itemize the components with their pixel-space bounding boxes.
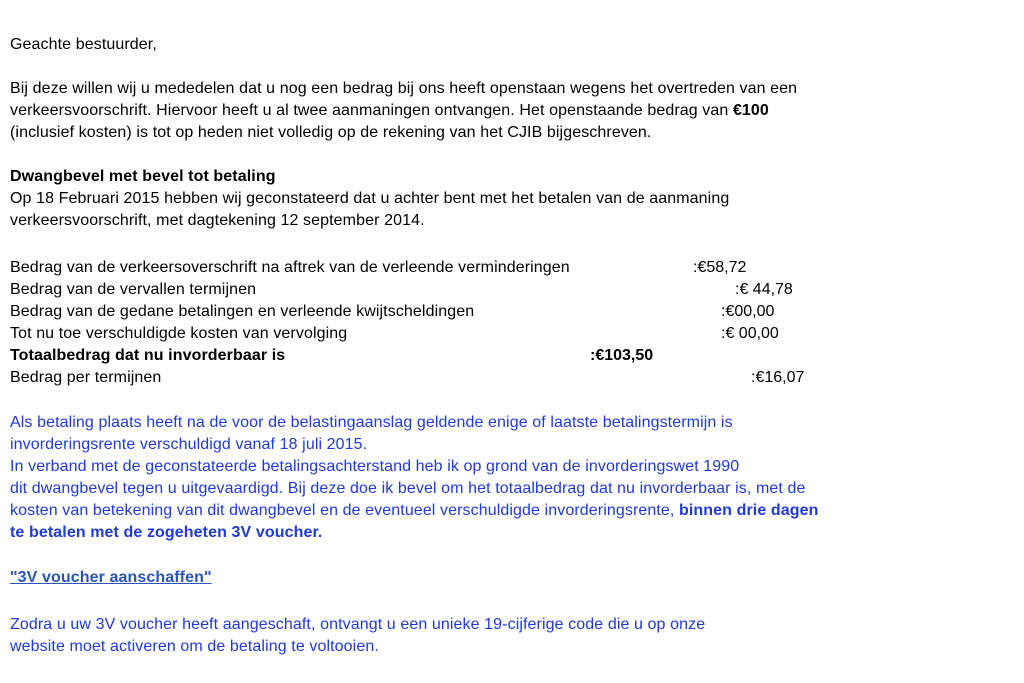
amount-label-4: Tot nu toe verschuldigde kosten van vervolging [10, 325, 348, 342]
notice-line-1: Als betaling plaats heeft na de voor de belastingaanslag geldende enige of laatste betalingstermijn is [10, 414, 733, 431]
amount-value-3: :€00,00 [721, 303, 775, 320]
notice-line-5-text: kosten van betekening van dit dwangbevel en de eventueel verschuldigde invorderingsrente, [10, 502, 679, 519]
open-amount: €100 [732, 102, 769, 119]
amount-label-1: Bedrag van de verkeersoverschrift na aftrek van de verleende verminderingen [10, 259, 570, 276]
amount-label-6: Bedrag per termijnen [10, 369, 162, 386]
amount-label-3: Bedrag van de gedane betalingen en verleende kwijtscheldingen [10, 303, 475, 320]
buy-voucher-link[interactable]: "3V voucher aanschaffen" [10, 569, 212, 586]
notice-line-3: In verband met de geconstateerde betalingsachterstand heb ik op grond van de invorderingswet 1990 [10, 458, 740, 475]
amount-label-total: Totaalbedrag dat nu invorderbaar is [10, 347, 286, 364]
amount-value-2: :€ 44,78 [735, 281, 793, 298]
intro-line-3: (inclusief kosten) is tot op heden niet volledig op de rekening van het CJIB bijgeschreven. [10, 124, 652, 141]
notice-line-4: dit dwangbevel tegen u uitgevaardigd. Bij deze doe ik bevel om het totaalbedrag dat nu invorderbaar is, met de [10, 480, 806, 497]
intro-line-2 [10, 100, 769, 122]
intro-line-2-text: verkeersvoorschrift. Hiervoor heeft u al twee aanmaningen ontvangen. Het openstaande bedrag van [10, 102, 733, 119]
closing-line-2: website moet activeren om de betaling te voltooien. [10, 638, 379, 655]
salutation: Geachte bestuurder, [10, 36, 157, 53]
amount-value-6: :€16,07 [751, 369, 805, 386]
warrant-heading: Dwangbevel met bevel tot betaling [10, 168, 276, 185]
intro-line-1: Bij deze willen wij u mededelen dat u nog een bedrag bij ons heeft openstaan wegens het overtreden van een [10, 80, 798, 97]
payment-method-text: te betalen met de zogeheten 3V voucher. [10, 524, 323, 541]
amount-value-1: :€58,72 [693, 259, 747, 276]
deadline-text: binnen drie dagen [679, 502, 819, 519]
amount-value-4: :€ 00,00 [721, 325, 779, 342]
warrant-line-1: Op 18 Februari 2015 hebben wij geconstateerd dat u achter bent met het betalen van de aanmaning [10, 190, 730, 207]
notice-line-5 [10, 500, 819, 522]
amount-value-total: :€103,50 [590, 347, 654, 364]
closing-line-1: Zodra u uw 3V voucher heeft aangeschaft, ontvangt u een unieke 19-cijferige code die u op onze [10, 616, 706, 633]
notice-line-2: invorderingsrente verschuldigd vanaf 18 juli 2015. [10, 436, 368, 453]
warrant-line-2: verkeersvoorschrift, met dagtekening 12 september 2014. [10, 212, 425, 229]
amount-label-2: Bedrag van de vervallen termijnen [10, 281, 257, 298]
